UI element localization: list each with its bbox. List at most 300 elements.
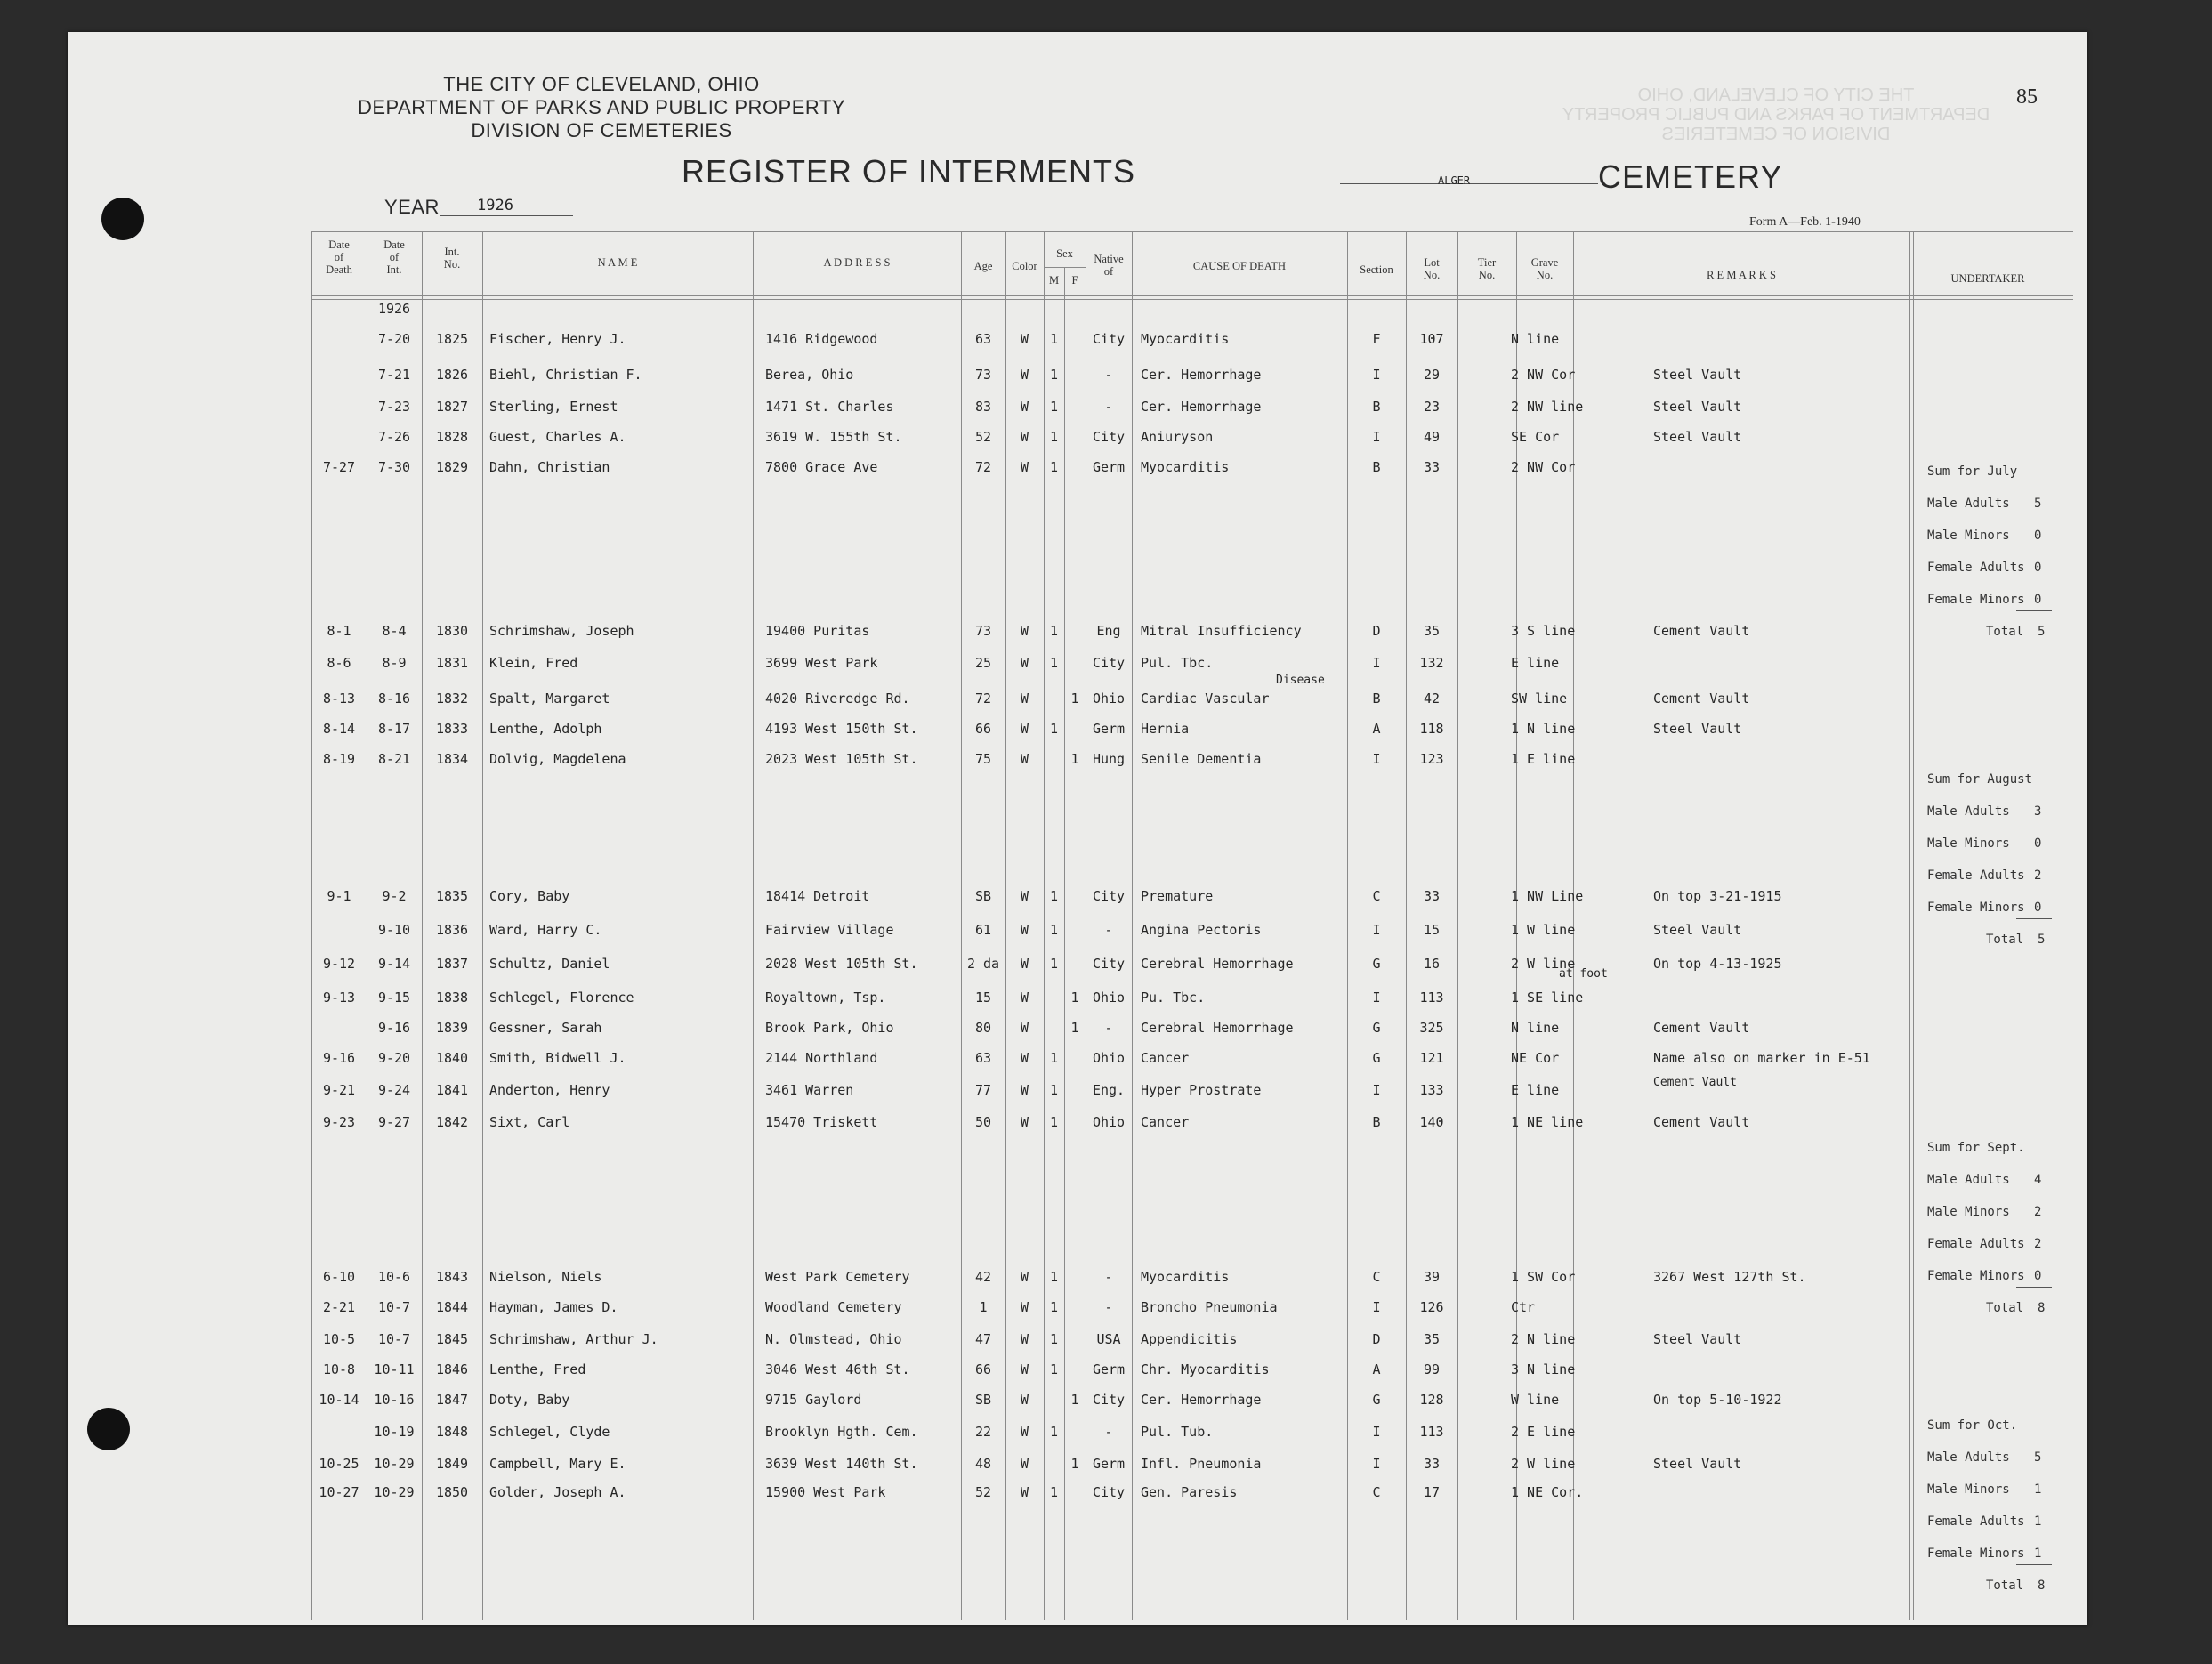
cell-age: 52: [974, 1484, 992, 1500]
cell-name: Dahn, Christian: [489, 459, 610, 475]
cell-m: 1: [1049, 399, 1059, 415]
cell-remarks: Steel Vault: [1653, 1456, 1742, 1472]
cell-cause: Broncho Pneumonia: [1141, 1299, 1278, 1315]
cell-age: 15: [974, 990, 992, 1006]
cell-grave: 2 E line: [1511, 1424, 1576, 1440]
cell-remarks: Steel Vault: [1653, 367, 1742, 383]
cell-remarks: On top 4-13-1925: [1653, 956, 1782, 972]
bleed-through-header: THE CITY OF CLEVELAND, OHIO DEPARTMENT OF PARKS AND PUBLIC PROPERTY DIVISION OF CEMETERIES: [1562, 85, 1990, 144]
cell-age: SB: [974, 1392, 992, 1408]
cell-age: 52: [974, 429, 992, 445]
summary-value: 5: [2034, 497, 2042, 511]
summary-value: 2: [2034, 1205, 2042, 1219]
cell-cause: Cardiac Vascular: [1141, 691, 1270, 707]
header-sex-f: F: [1071, 274, 1078, 287]
cell-no: 1837: [435, 956, 469, 972]
col-rule: [1132, 231, 1133, 1620]
cell-no: 1845: [435, 1331, 469, 1347]
cell-color: W: [1020, 691, 1029, 707]
cell-lot: 33: [1423, 1456, 1441, 1472]
cell-addr: 3461 Warren: [765, 1082, 854, 1098]
cell-color: W: [1020, 1082, 1029, 1098]
cell-no: 1847: [435, 1392, 469, 1408]
cell-doi: 10-7: [377, 1331, 411, 1347]
cell-age: SB: [974, 888, 992, 904]
cell-remarks: On top 5-10-1922: [1653, 1392, 1782, 1408]
summary-value: 3: [2034, 804, 2042, 819]
table-top-rule: [311, 231, 2073, 232]
cell-doi: 8-9: [382, 655, 407, 671]
cell-addr: 3699 West Park: [765, 655, 878, 671]
cell-no: 1846: [435, 1361, 469, 1377]
cell-sect: I: [1372, 429, 1381, 445]
cell-cause: Appendicitis: [1141, 1331, 1238, 1347]
cell-doi: 9-14: [377, 956, 411, 972]
cell-sect: C: [1372, 1484, 1381, 1500]
summary-title: Sum for Sept.: [1927, 1141, 2025, 1155]
summary-label: Male Minors: [1927, 1482, 2010, 1497]
summary-label: Male Adults: [1927, 1173, 2010, 1187]
cell-no: 1849: [435, 1456, 469, 1472]
table-header-rule: [311, 295, 2073, 296]
cell-name: Schultz, Daniel: [489, 956, 610, 972]
year-label: YEAR: [384, 196, 440, 218]
cell-name: Lenthe, Adolph: [489, 721, 602, 737]
cell-no: 1833: [435, 721, 469, 737]
cell-addr: Brooklyn Hgth. Cem.: [765, 1424, 918, 1440]
cell-lot: 140: [1419, 1114, 1444, 1130]
cell-name: Klein, Fred: [489, 655, 578, 671]
cell-m: 1: [1049, 459, 1059, 475]
cell-color: W: [1020, 1484, 1029, 1500]
cell-grave: 1 NW Line: [1511, 888, 1584, 904]
cell-lot: 35: [1423, 623, 1441, 639]
cell-lot: 107: [1419, 331, 1444, 347]
cell-sect: I: [1372, 922, 1381, 938]
cell-cause: Mitral Insufficiency: [1141, 623, 1302, 639]
cell-doi: 9-15: [377, 990, 411, 1006]
cell-native: Ohio: [1092, 990, 1126, 1006]
cell-doi: 7-30: [377, 459, 411, 475]
cell-m: 1: [1049, 956, 1059, 972]
cell-m: 1: [1049, 1424, 1059, 1440]
cell-addr: Fairview Village: [765, 922, 894, 938]
cell-name: Cory, Baby: [489, 888, 570, 904]
cell-addr: N. Olmstead, Ohio: [765, 1331, 902, 1347]
cell-color: W: [1020, 956, 1029, 972]
cell-cause: Aniuryson: [1141, 429, 1214, 445]
cell-age: 42: [974, 1269, 992, 1285]
cell-grave: 1 NE line: [1511, 1114, 1584, 1130]
cell-cause: Cerebral Hemorrhage: [1141, 1020, 1294, 1036]
cell-sect: G: [1372, 1050, 1381, 1066]
cell-cause: Cer. Hemorrhage: [1141, 1392, 1262, 1408]
cell-m: 1: [1049, 623, 1059, 639]
cell-color: W: [1020, 1392, 1029, 1408]
cell-cause: Infl. Pneumonia: [1141, 1456, 1262, 1472]
remarks-annotation: Cement Vault: [1653, 1076, 1737, 1089]
summary-total-label: Total: [1986, 625, 2024, 639]
cell-doi: 8-4: [382, 623, 407, 639]
cell-sect: A: [1372, 721, 1381, 737]
cell-no: 1848: [435, 1424, 469, 1440]
cell-native: City: [1092, 956, 1126, 972]
cell-age: 61: [974, 922, 992, 938]
cell-native: USA: [1096, 1331, 1121, 1347]
cell-grave: 2 W line: [1511, 956, 1576, 972]
cell-native: -: [1104, 1269, 1113, 1285]
cell-grave: 1 SE line: [1511, 990, 1584, 1006]
cell-age: 63: [974, 331, 992, 347]
cell-lot: 325: [1419, 1020, 1444, 1036]
cell-cause: Gen. Paresis: [1141, 1484, 1238, 1500]
cell-cause: Pu. Tbc.: [1141, 990, 1206, 1006]
cell-name: Dolvig, Magdelena: [489, 751, 626, 767]
summary-value: 2: [2034, 1237, 2042, 1251]
cell-native: Hung: [1092, 751, 1126, 767]
header-grave: Grave No.: [1530, 256, 1559, 281]
cell-name: Anderton, Henry: [489, 1082, 610, 1098]
cell-dod: 8-13: [322, 691, 356, 707]
cell-dod: 10-8: [322, 1361, 356, 1377]
cell-name: Guest, Charles A.: [489, 429, 626, 445]
cell-sect: D: [1372, 623, 1381, 639]
cell-dod: 8-1: [327, 623, 351, 639]
cell-native: Eng.: [1092, 1082, 1126, 1098]
cell-native: Ohio: [1092, 691, 1126, 707]
cell-native: -: [1104, 1020, 1113, 1036]
cell-grave: E line: [1511, 1082, 1560, 1098]
cell-addr: 7800 Grace Ave: [765, 459, 878, 475]
cell-m: 1: [1049, 1361, 1059, 1377]
cell-doi: 10-19: [374, 1424, 415, 1440]
summary-value: 0: [2034, 1269, 2042, 1283]
header-lot: Lot No.: [1423, 256, 1441, 281]
cell-color: W: [1020, 990, 1029, 1006]
summary-label: Male Adults: [1927, 497, 2010, 511]
cell-doi: 10-11: [374, 1361, 415, 1377]
summary-value: 0: [2034, 901, 2042, 915]
binder-hole-bottom: [87, 1408, 130, 1450]
cell-native: Ohio: [1092, 1114, 1126, 1130]
page-number: 85: [2016, 85, 2038, 109]
cell-cause: Chr. Myocarditis: [1141, 1361, 1270, 1377]
header-cause: CAUSE OF DEATH: [1192, 260, 1287, 272]
cell-cause: Senile Dementia: [1141, 751, 1262, 767]
cell-no: 1830: [435, 623, 469, 639]
cell-f: 1: [1070, 1392, 1079, 1408]
cell-m: 1: [1049, 1484, 1059, 1500]
cell-doi: 7-20: [377, 331, 411, 347]
cell-name: Sixt, Carl: [489, 1114, 570, 1130]
col-rule: [311, 231, 312, 1620]
cell-name: Lenthe, Fred: [489, 1361, 586, 1377]
cell-native: City: [1092, 331, 1126, 347]
cell-dod: 8-14: [322, 721, 356, 737]
header-date-of-death: Date of Death: [326, 238, 352, 276]
cell-m: 1: [1049, 1269, 1059, 1285]
cell-lot: 113: [1419, 990, 1444, 1006]
cell-dod: 8-19: [322, 751, 356, 767]
cell-name: Gessner, Sarah: [489, 1020, 602, 1036]
summary-value: 1: [2034, 1515, 2042, 1529]
cell-f: 1: [1070, 1020, 1079, 1036]
cell-no: 1844: [435, 1299, 469, 1315]
cell-cause: Cerebral Hemorrhage: [1141, 956, 1294, 972]
cell-no: 1839: [435, 1020, 469, 1036]
cell-m: 1: [1049, 1331, 1059, 1347]
cell-dod: 10-25: [319, 1456, 359, 1472]
summary-label: Male Minors: [1927, 1205, 2010, 1219]
summary-label: Male Minors: [1927, 529, 2010, 543]
cell-age: 66: [974, 1361, 992, 1377]
cell-remarks: Cement Vault: [1653, 623, 1750, 639]
cell-m: 1: [1049, 331, 1059, 347]
summary-underline: [2016, 1287, 2052, 1288]
cell-m: 1: [1049, 1114, 1059, 1130]
summary-label: Female Minors: [1927, 901, 2025, 915]
cell-native: City: [1092, 655, 1126, 671]
cell-color: W: [1020, 1299, 1029, 1315]
cell-native: -: [1104, 367, 1113, 383]
cell-sect: I: [1372, 751, 1381, 767]
cell-addr: 4020 Riveredge Rd.: [765, 691, 910, 707]
cell-lot: 121: [1419, 1050, 1444, 1066]
cell-lot: 17: [1423, 1484, 1441, 1500]
col-rule: [482, 231, 483, 1620]
cell-doi: 9-24: [377, 1082, 411, 1098]
cell-grave: 2 NW Cor: [1511, 367, 1576, 383]
cell-no: 1840: [435, 1050, 469, 1066]
cell-addr: 9715 Gaylord: [765, 1392, 862, 1408]
cell-lot: 23: [1423, 399, 1441, 415]
cell-addr: 15470 Triskett: [765, 1114, 878, 1130]
cell-no: 1841: [435, 1082, 469, 1098]
cell-grave: SE Cor: [1511, 429, 1560, 445]
cell-name: Spalt, Margaret: [489, 691, 610, 707]
cell-grave: W line: [1511, 1392, 1560, 1408]
cell-sect: B: [1372, 1114, 1381, 1130]
cell-name: Golder, Joseph A.: [489, 1484, 626, 1500]
cell-grave: 1 E line: [1511, 751, 1576, 767]
cell-color: W: [1020, 1020, 1029, 1036]
cell-no: 1836: [435, 922, 469, 938]
cell-doi: 8-17: [377, 721, 411, 737]
summary-title: Sum for Oct.: [1927, 1418, 2018, 1433]
header-name: N A M E: [597, 256, 638, 269]
cell-sect: F: [1372, 331, 1381, 347]
cell-name: Ward, Harry C.: [489, 922, 602, 938]
cell-native: -: [1104, 1299, 1113, 1315]
city-heading: THE CITY OF CLEVELAND, OHIO: [443, 73, 760, 95]
cell-lot: 16: [1423, 956, 1441, 972]
cell-dod: 7-27: [322, 459, 356, 475]
cell-doi: 9-10: [377, 922, 411, 938]
cell-addr: 3046 West 46th St.: [765, 1361, 910, 1377]
cell-grave: N line: [1511, 1020, 1560, 1036]
cell-color: W: [1020, 888, 1029, 904]
cell-no: 1835: [435, 888, 469, 904]
cell-no: 1832: [435, 691, 469, 707]
cell-sect: D: [1372, 1331, 1381, 1347]
cell-no: 1842: [435, 1114, 469, 1130]
cell-dod: 9-21: [322, 1082, 356, 1098]
cell-doi: 9-16: [377, 1020, 411, 1036]
cell-no: 1827: [435, 399, 469, 415]
cell-cause: Hernia: [1141, 721, 1190, 737]
cell-f: 1: [1070, 751, 1079, 767]
cell-native: Germ: [1092, 721, 1126, 737]
cell-grave: 1 N line: [1511, 721, 1576, 737]
cell-native: -: [1104, 1424, 1113, 1440]
register-title: REGISTER OF INTERMENTS: [681, 153, 1136, 190]
header-undertaker: UNDERTAKER: [1950, 272, 2025, 285]
summary-value: 5: [2034, 1450, 2042, 1465]
cell-lot: 29: [1423, 367, 1441, 383]
cell-no: 1831: [435, 655, 469, 671]
cell-sect: I: [1372, 1082, 1381, 1098]
summary-total-label: Total: [1986, 1301, 2024, 1315]
cell-addr: Brook Park, Ohio: [765, 1020, 894, 1036]
summary-label: Male Adults: [1927, 804, 2010, 819]
cell-doi: 9-20: [377, 1050, 411, 1066]
cell-addr: West Park Cemetery: [765, 1269, 910, 1285]
cell-color: W: [1020, 429, 1029, 445]
header-section: Section: [1360, 263, 1393, 276]
cell-remarks: Steel Vault: [1653, 721, 1742, 737]
cell-native: -: [1104, 399, 1113, 415]
cell-grave: 2 W line: [1511, 1456, 1576, 1472]
cell-age: 48: [974, 1456, 992, 1472]
header-int-no: Int. No.: [443, 246, 461, 271]
cell-native: City: [1092, 429, 1126, 445]
cell-grave: SW line: [1511, 691, 1568, 707]
cell-addr: Woodland Cemetery: [765, 1299, 902, 1315]
summary-value: 4: [2034, 1173, 2042, 1187]
cell-color: W: [1020, 1361, 1029, 1377]
cell-lot: 126: [1419, 1299, 1444, 1315]
register-sheet: [68, 32, 2087, 1625]
summary-value: 0: [2034, 836, 2042, 851]
cell-remarks: Cement Vault: [1653, 691, 1750, 707]
cell-lot: 42: [1423, 691, 1441, 707]
form-id: Form A—Feb. 1-1940: [1749, 215, 1861, 229]
header-age: Age: [973, 260, 993, 272]
cell-name: Schrimshaw, Arthur J.: [489, 1331, 658, 1347]
cell-lot: 118: [1419, 721, 1444, 737]
cell-age: 75: [974, 751, 992, 767]
cell-sect: G: [1372, 1020, 1381, 1036]
cell-age: 63: [974, 1050, 992, 1066]
cell-age: 73: [974, 367, 992, 383]
cell-native: -: [1104, 922, 1113, 938]
summary-label: Male Adults: [1927, 1450, 2010, 1465]
cell-remarks: Steel Vault: [1653, 922, 1742, 938]
cell-addr: 2023 West 105th St.: [765, 751, 918, 767]
year-value: 1926: [477, 197, 513, 214]
summary-label: Female Adults: [1927, 1237, 2025, 1251]
cell-m: 1: [1049, 1299, 1059, 1315]
cell-name: Hayman, James D.: [489, 1299, 618, 1315]
cell-cause: Pul. Tbc.: [1141, 655, 1214, 671]
cell-native: Germ: [1092, 1456, 1126, 1472]
cell-addr: 15900 West Park: [765, 1484, 886, 1500]
cell-m: 1: [1049, 429, 1059, 445]
cell-doi: 8-16: [377, 691, 411, 707]
cemetery-label: CEMETERY: [1598, 158, 1783, 195]
cell-addr: 3619 W. 155th St.: [765, 429, 902, 445]
cell-name: Schlegel, Florence: [489, 990, 634, 1006]
cell-lot: 39: [1423, 1269, 1441, 1285]
cell-dod: 9-12: [322, 956, 356, 972]
summary-title: Sum for July: [1927, 464, 2018, 479]
cell-age: 83: [974, 399, 992, 415]
cell-name: Doty, Baby: [489, 1392, 570, 1408]
summary-total-value: 8: [2038, 1579, 2046, 1593]
cell-addr: Berea, Ohio: [765, 367, 854, 383]
cell-addr: 1471 St. Charles: [765, 399, 894, 415]
cell-grave: NE Cor: [1511, 1050, 1560, 1066]
cell-dod: 9-16: [322, 1050, 356, 1066]
col-rule: [1457, 231, 1458, 1620]
cell-name: Schlegel, Clyde: [489, 1424, 610, 1440]
cell-doi: 7-26: [377, 429, 411, 445]
cell-lot: 133: [1419, 1082, 1444, 1098]
cell-addr: 19400 Puritas: [765, 623, 870, 639]
cell-lot: 128: [1419, 1392, 1444, 1408]
cell-name: Fischer, Henry J.: [489, 331, 626, 347]
cell-color: W: [1020, 1114, 1029, 1130]
cell-lot: 99: [1423, 1361, 1441, 1377]
col-rule: [1913, 231, 1914, 1620]
cell-native: City: [1092, 1392, 1126, 1408]
cell-m: 1: [1049, 1082, 1059, 1098]
cell-sect: I: [1372, 367, 1381, 383]
cell-sect: B: [1372, 399, 1381, 415]
cell-no: 1825: [435, 331, 469, 347]
header-address: A D D R E S S: [823, 256, 891, 269]
cell-addr: 3639 West 140th St.: [765, 1456, 918, 1472]
cell-dod: 10-14: [319, 1392, 359, 1408]
cell-color: W: [1020, 1269, 1029, 1285]
cell-addr: 4193 West 150th St.: [765, 721, 918, 737]
year-marker: 1926: [377, 301, 411, 317]
summary-label: Female Minors: [1927, 1547, 2025, 1561]
summary-label: Female Minors: [1927, 593, 2025, 607]
cell-name: Biehl, Christian F.: [489, 367, 642, 383]
cell-doi: 8-21: [377, 751, 411, 767]
cell-color: W: [1020, 1050, 1029, 1066]
cell-cause: Hyper Prostrate: [1141, 1082, 1262, 1098]
cell-no: 1843: [435, 1269, 469, 1285]
summary-value: 1: [2034, 1547, 2042, 1561]
cell-no: 1829: [435, 459, 469, 475]
cell-remarks: Cement Vault: [1653, 1114, 1750, 1130]
cell-lot: 33: [1423, 888, 1441, 904]
cell-no: 1850: [435, 1484, 469, 1500]
cell-m: 1: [1049, 1050, 1059, 1066]
cell-sect: I: [1372, 990, 1381, 1006]
cell-color: W: [1020, 399, 1029, 415]
cell-cause: Myocarditis: [1141, 331, 1230, 347]
col-rule: [1064, 267, 1065, 1620]
cell-age: 80: [974, 1020, 992, 1036]
cell-doi: 9-27: [377, 1114, 411, 1130]
cell-native: City: [1092, 888, 1126, 904]
header-native: Native of: [1094, 253, 1124, 278]
cell-dod: 9-23: [322, 1114, 356, 1130]
cell-no: 1828: [435, 429, 469, 445]
